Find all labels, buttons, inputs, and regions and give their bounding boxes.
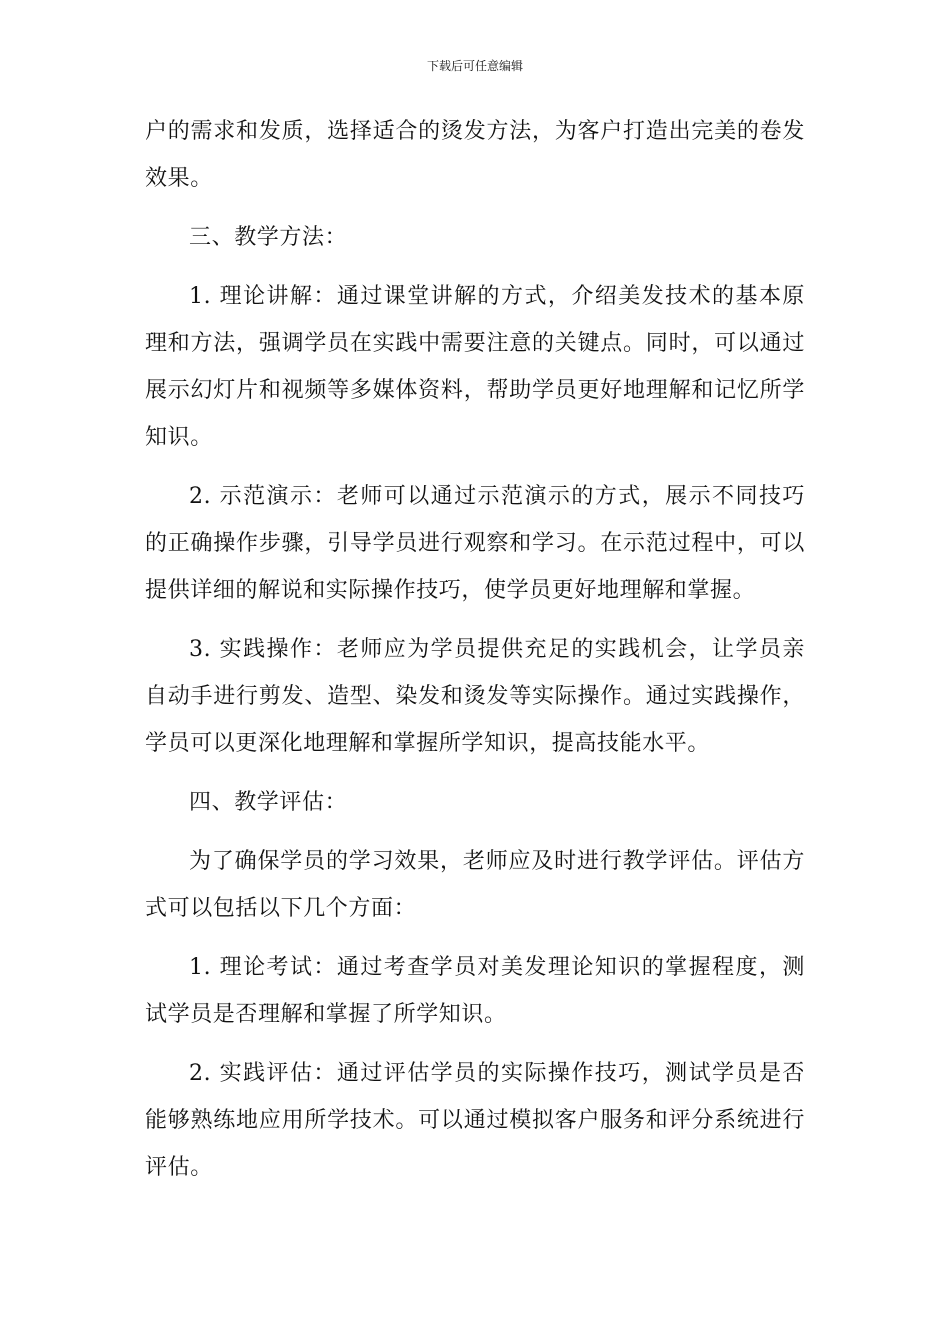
paragraph-theory-lecture: 1. 理论讲解：通过课堂讲解的方式，介绍美发技术的基本原理和方法，强调学员在实践中需要注意的关键点。同时，可以通过展示幻灯片和视频等多媒体资料，帮助学员更好地理解和记忆所学知识。 (145, 284, 805, 450)
paragraph-practice: 3. 实践操作：老师应为学员提供充足的实践机会，让学员亲自动手进行剪发、造型、染发和烫发等实际操作。通过实践操作，学员可以更深化地理解和掌握所学知识，提高技能水平。 (145, 637, 805, 756)
page-header: 下载后可任意编辑 (426, 59, 523, 73)
document-body (145, 108, 805, 1191)
paragraph-continuation: 户的需求和发质，选择适合的烫发方法，为客户打造出完美的卷发效果。 (145, 119, 805, 191)
paragraph-evaluation-intro: 为了确保学员的学习效果，老师应及时进行教学评估。评估方式可以包括以下几个方面： (145, 849, 805, 921)
section-heading-teaching-methods: 三、教学方法： (189, 225, 348, 250)
paragraph-practice-evaluation: 2. 实践评估：通过评估学员的实际操作技巧，测试学员是否能够熟练地应用所学技术。可以通过模拟客户服务和评分系统进行评估。 (145, 1061, 805, 1180)
section-heading-teaching-evaluation: 四、教学评估： (189, 790, 348, 815)
paragraph-theory-exam: 1. 理论考试：通过考查学员对美发理论知识的掌握程度，测试学员是否理解和掌握了所学知识。 (145, 955, 805, 1027)
paragraph-demonstration: 2. 示范演示：老师可以通过示范演示的方式，展示不同技巧的正确操作步骤，引导学员进行观察和学习。在示范过程中，可以提供详细的解说和实际操作技巧，使学员更好地理解和掌握。 (145, 484, 805, 603)
